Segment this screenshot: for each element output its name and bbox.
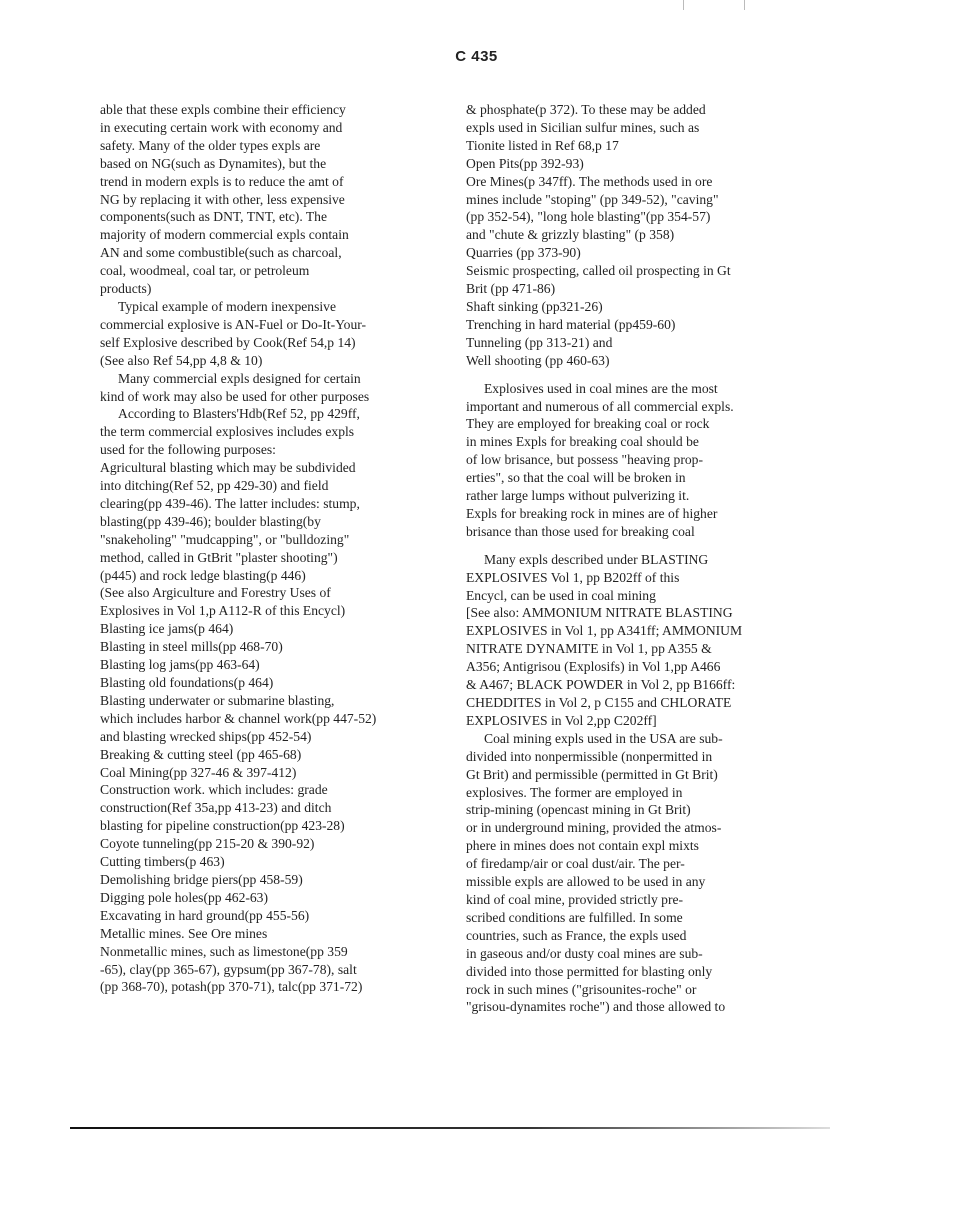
text-line: and "chute & grizzly blasting" (p 358) xyxy=(466,227,675,243)
text-line: Coal Mining(pp 327-46 & 397-412) xyxy=(100,764,297,780)
text-line: Ore Mines(p 347ff). The methods used in ore xyxy=(466,173,713,189)
text-line: EXPLOSIVES in Vol 1, pp A341ff; AMMONIUM xyxy=(466,623,743,639)
text-line: method, called in GtBrit "plaster shooting") xyxy=(100,549,338,565)
text-line: rather large lumps without pulverizing it. xyxy=(466,488,690,504)
text-line: "grisou-dynamites roche") and those allowed to xyxy=(466,999,726,1015)
text-line: based on NG(such as Dynamites), but the xyxy=(100,155,327,171)
text-line: strip-mining (opencast mining in Gt Brit) xyxy=(466,802,691,818)
text-line: Demolishing bridge piers(pp 458-59) xyxy=(100,871,303,887)
text-line: commercial explosive is AN-Fuel or Do-It-Your- xyxy=(100,316,367,332)
text-line: A356; Antigrisou (Explosifs) in Vol 1,pp A466 xyxy=(466,659,721,675)
text-line: Quarries (pp 373-90) xyxy=(466,245,581,261)
text-line: Many commercial expls designed for certain xyxy=(118,370,361,386)
text-line: divided into nonpermissible (nonpermitted in xyxy=(466,748,713,764)
text-line: Well shooting (pp 460-63) xyxy=(466,352,610,368)
text-line: erties", so that the coal will be broken in xyxy=(466,470,686,486)
text-line: "snakeholing" "mudcapping", or "bulldozing" xyxy=(100,531,350,547)
paragraph-gap xyxy=(466,370,816,380)
text-line: (pp 368-70), potash(pp 370-71), talc(pp 371-72) xyxy=(100,979,363,995)
text-line: Coyote tunneling(pp 215-20 & 390-92) xyxy=(100,836,315,852)
text-line: construction(Ref 35a,pp 413-23) and ditch xyxy=(100,800,332,816)
text-line: mines include "stoping" (pp 349-52), "caving" xyxy=(466,191,719,207)
text-line: Digging pole holes(pp 462-63) xyxy=(100,889,269,905)
text-line: EXPLOSIVES Vol 1, pp B202ff of this xyxy=(466,569,680,585)
text-line: Blasting in steel mills(pp 468-70) xyxy=(100,639,283,655)
text-line: into ditching(Ref 52, pp 429-30) and field xyxy=(100,478,329,494)
text-line: components(such as DNT, TNT, etc). The xyxy=(100,209,328,225)
text-line: explosives. The former are employed in xyxy=(466,784,683,800)
paragraph-gap xyxy=(466,541,816,551)
text-line: rock in such mines ("grisounites-roche" or xyxy=(466,981,697,997)
text-line: NG by replacing it with other, less expensive xyxy=(100,191,345,207)
text-line: Open Pits(pp 392-93) xyxy=(466,155,584,171)
text-line: in gaseous and/or dusty coal mines are sub- xyxy=(466,945,703,961)
text-line: and blasting wrecked ships(pp 452-54) xyxy=(100,728,312,744)
text-line: & A467; BLACK POWDER in Vol 2, pp B166ff: xyxy=(466,677,736,693)
text-line: (p445) and rock ledge blasting(p 446) xyxy=(100,567,306,583)
page-number: C 435 xyxy=(455,48,498,65)
text-line: important and numerous of all commercial expls. xyxy=(466,398,734,414)
text-line: NITRATE DYNAMITE in Vol 1, pp A355 & xyxy=(466,641,712,657)
text-line: Shaft sinking (pp321-26) xyxy=(466,298,603,314)
text-line: CHEDDITES in Vol 2, p C155 and CHLORATE xyxy=(466,695,732,710)
text-line: Encycl, can be used in coal mining xyxy=(466,587,656,603)
left-column xyxy=(100,101,440,996)
text-line: Cutting timbers(p 463) xyxy=(100,854,225,870)
scan-mark xyxy=(744,0,745,10)
text-line: (pp 352-54), "long hole blasting"(pp 354-57) xyxy=(466,209,711,225)
text-line: Blasting ice jams(p 464) xyxy=(100,621,234,637)
text-line: of firedamp/air or coal dust/air. The per- xyxy=(466,856,685,872)
text-line: Blasting underwater or submarine blasting, xyxy=(100,692,335,708)
text-line: Breaking & cutting steel (pp 465-68) xyxy=(100,746,302,762)
text-line: Blasting old foundations(p 464) xyxy=(100,675,274,690)
text-line: (See also Ref 54,pp 4,8 & 10) xyxy=(100,352,263,368)
text-line: Trenching in hard material (pp459-60) xyxy=(466,316,676,332)
text-line: products) xyxy=(100,281,152,297)
text-line: or in underground mining, provided the atmos- xyxy=(466,820,722,836)
text-line: AN and some combustible(such as charcoal, xyxy=(100,245,342,261)
text-line: Tionite listed in Ref 68,p 17 xyxy=(466,137,619,153)
text-line: Construction work. which includes: grade xyxy=(100,782,328,798)
text-line: the term commercial explosives includes expls xyxy=(100,424,355,440)
text-line: Expls for breaking rock in mines are of higher xyxy=(466,505,718,521)
text-line: brisance than those used for breaking coal xyxy=(466,523,695,539)
text-line: Tunneling (pp 313-21) and xyxy=(466,334,613,350)
text-line: blasting(pp 439-46); boulder blasting(by xyxy=(100,513,321,529)
text-line: in mines Expls for breaking coal should be xyxy=(466,434,699,450)
text-line: missible expls are allowed to be used in any xyxy=(466,874,706,890)
text-line: Explosives used in coal mines are the most xyxy=(484,380,718,396)
text-line: Blasting log jams(pp 463-64) xyxy=(100,657,260,673)
text-line: phere in mines does not contain expl mixts xyxy=(466,838,699,854)
text-line: blasting for pipeline construction(pp 423-28) xyxy=(100,818,345,834)
text-line: Nonmetallic mines, such as limestone(pp 359 xyxy=(100,943,348,959)
text-line: Brit (pp 471-86) xyxy=(466,281,556,297)
text-line: used for the following purposes: xyxy=(100,442,276,458)
text-line: Agricultural blasting which may be subdivided xyxy=(100,460,356,476)
text-line: Many expls described under BLASTING xyxy=(484,551,709,567)
text-line: Metallic mines. See Ore mines xyxy=(100,925,268,941)
text-line: expls used in Sicilian sulfur mines, such as xyxy=(466,119,700,135)
text-line: coal, woodmeal, coal tar, or petroleum xyxy=(100,263,310,279)
text-line: countries, such as France, the expls used xyxy=(466,927,687,943)
text-line: self Explosive described by Cook(Ref 54,p 14) xyxy=(100,334,356,350)
text-line: scribed conditions are fulfilled. In some xyxy=(466,909,683,925)
text-line: trend in modern expls is to reduce the amt of xyxy=(100,173,344,189)
text-line: & phosphate(p 372). To these may be added xyxy=(466,102,706,117)
right-column xyxy=(466,101,816,1016)
footer-rule xyxy=(70,1127,830,1129)
text-line: kind of work may also be used for other purposes xyxy=(100,388,370,404)
text-line: EXPLOSIVES in Vol 2,pp C202ff] xyxy=(466,712,657,728)
text-line: kind of coal mine, provided strictly pre- xyxy=(466,891,684,907)
text-line: Seismic prospecting, called oil prospecting in Gt xyxy=(466,263,731,279)
text-line: Explosives in Vol 1,p A112-R of this Encycl) xyxy=(100,603,346,619)
text-line: in executing certain work with economy and xyxy=(100,119,343,135)
text-line: divided into those permitted for blasting only xyxy=(466,963,713,979)
text-line: -65), clay(pp 365-67), gypsum(pp 367-78), salt xyxy=(100,961,357,977)
text-line: which includes harbor & channel work(pp 447-52) xyxy=(100,710,377,726)
text-line: They are employed for breaking coal or rock xyxy=(466,416,710,432)
text-line: majority of modern commercial expls contain xyxy=(100,227,349,243)
text-line: (See also Argiculture and Forestry Uses of xyxy=(100,585,331,601)
scan-mark xyxy=(683,0,684,10)
text-line: Excavating in hard ground(pp 455-56) xyxy=(100,907,310,923)
text-line: Coal mining expls used in the USA are sub- xyxy=(484,730,723,746)
text-line: According to Blasters'Hdb(Ref 52, pp 429ff, xyxy=(118,406,360,422)
text-line: able that these expls combine their efficiency xyxy=(100,102,346,117)
text-line: of low brisance, but possess "heaving prop- xyxy=(466,452,703,468)
text-line: safety. Many of the older types expls are xyxy=(100,137,321,153)
text-line: Typical example of modern inexpensive xyxy=(118,298,336,314)
text-line: Gt Brit) and permissible (permitted in Gt Brit) xyxy=(466,766,718,782)
text-line: clearing(pp 439-46). The latter includes: stump, xyxy=(100,495,360,511)
text-line: [See also: AMMONIUM NITRATE BLASTING xyxy=(466,605,733,621)
